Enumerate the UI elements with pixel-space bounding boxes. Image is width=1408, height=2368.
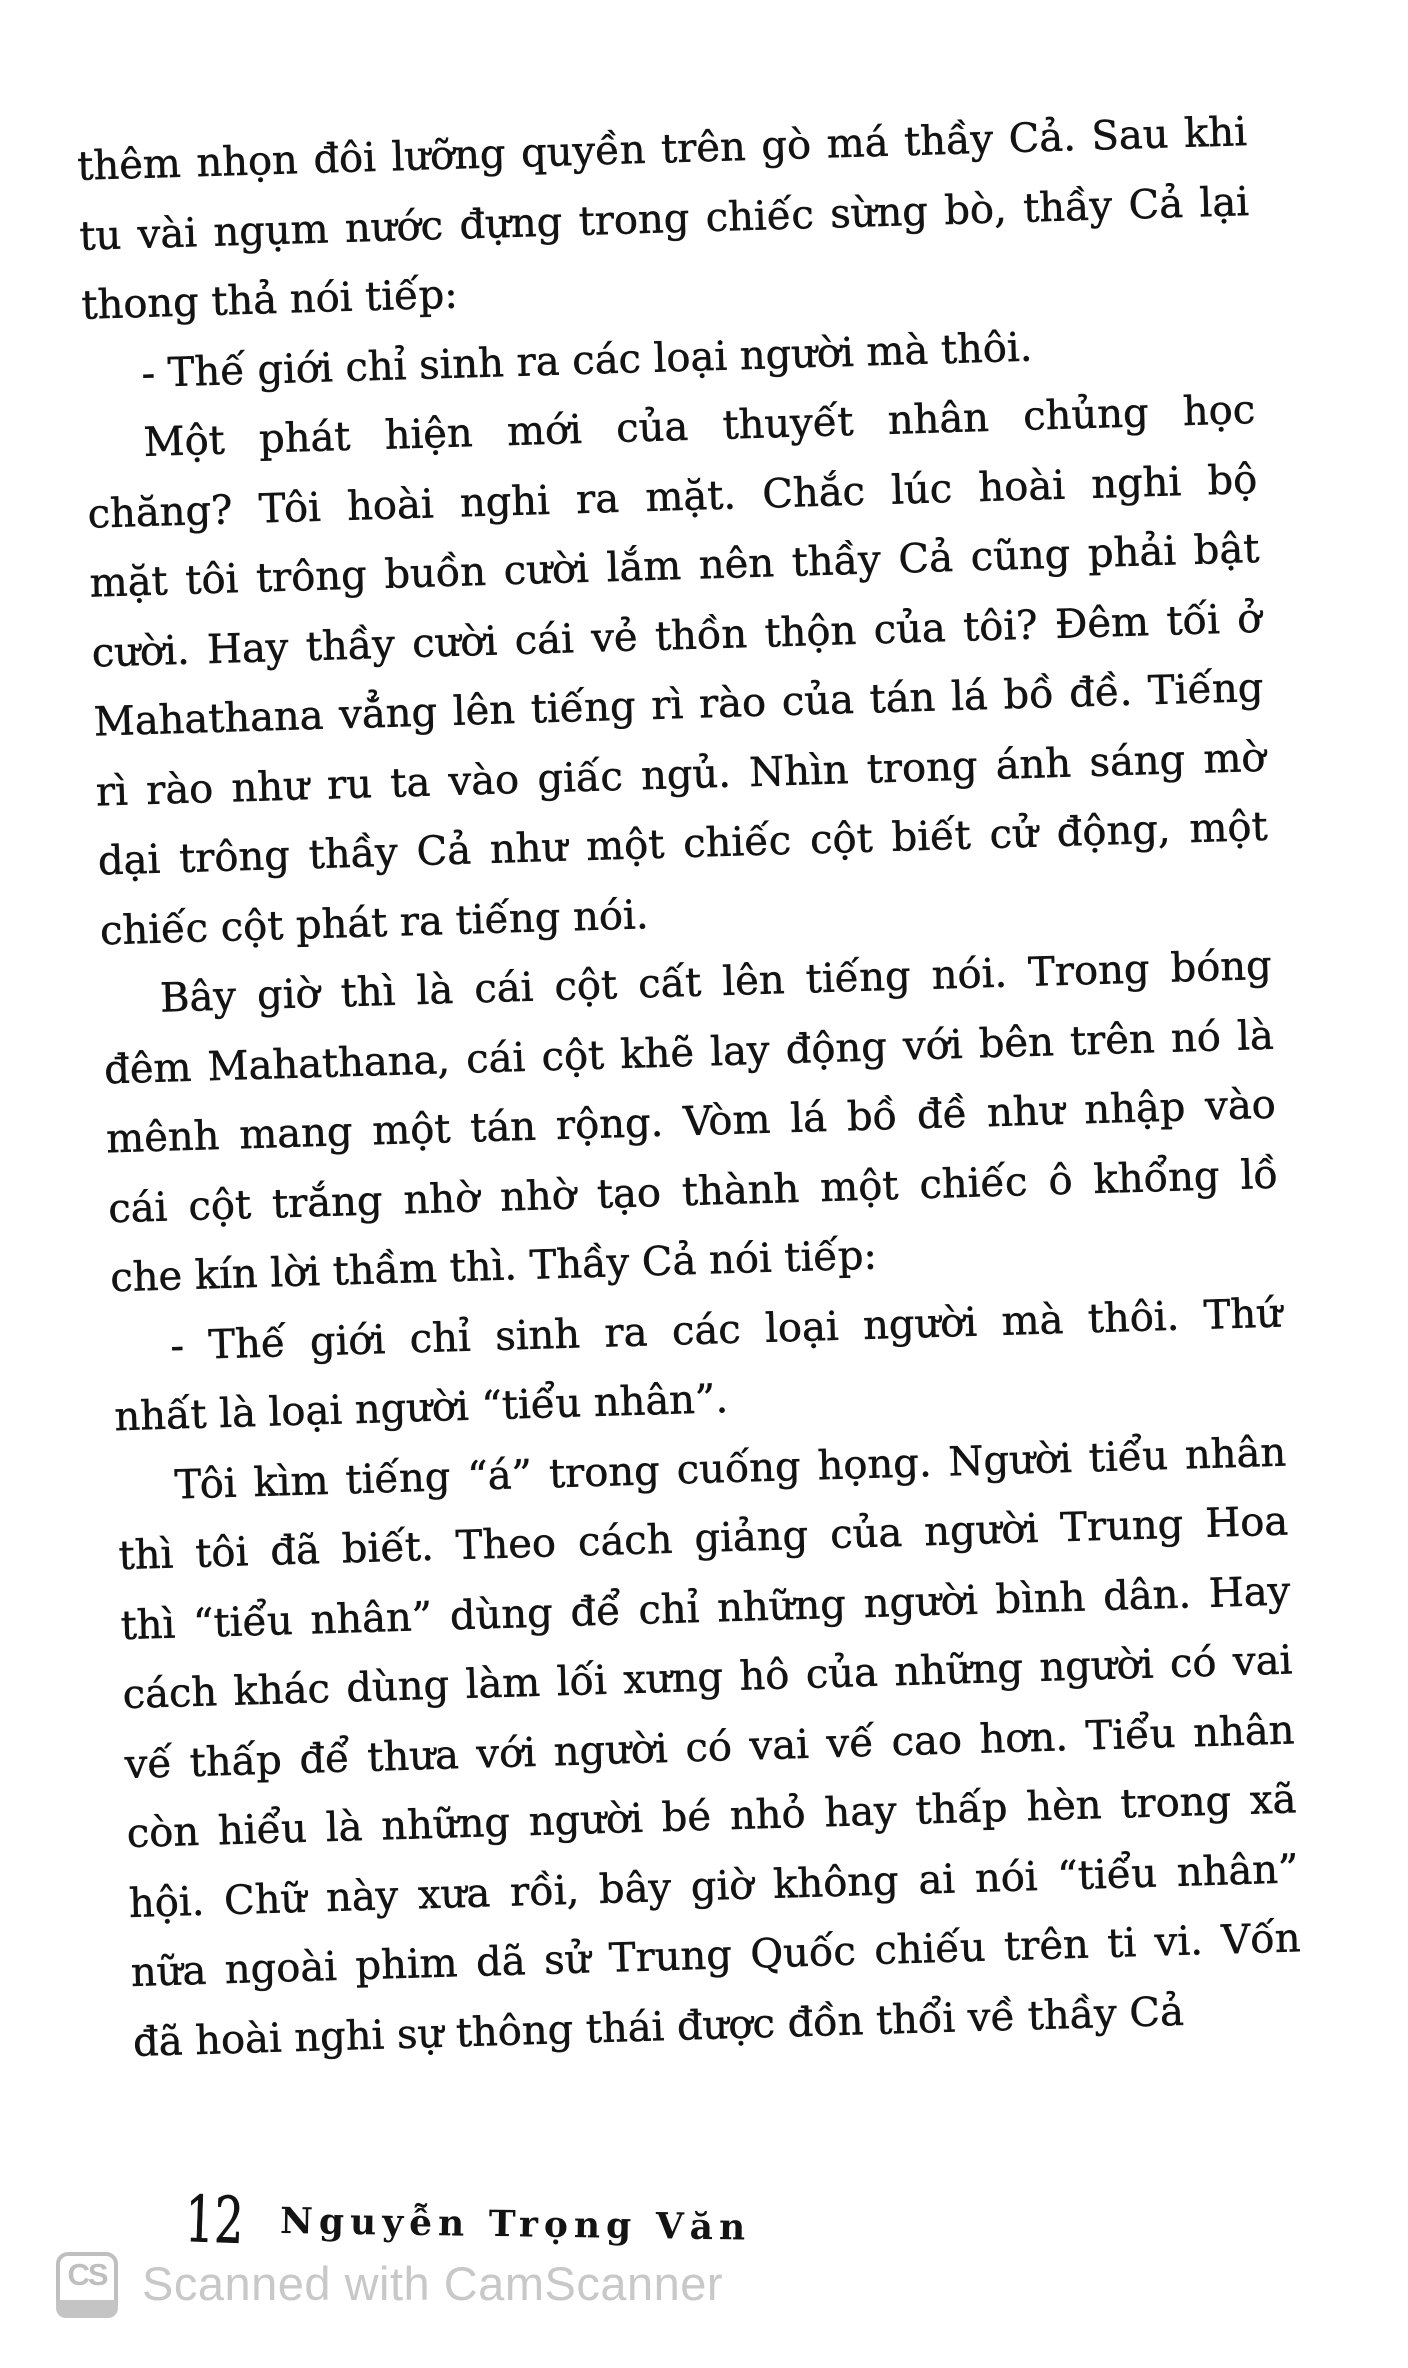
- author-name: Nguyễn Trọng Văn: [279, 2200, 752, 2249]
- text-line: vế thấp để thưa với người có vai vế cao hơn. Tiểu nhân: [124, 1706, 1295, 1788]
- text-line: mặt tôi trông buồn cười lắm nên thầy Cả cũng phải bật: [89, 525, 1260, 607]
- text-line: thì tôi đã biết. Theo cách giảng của người Trung Hoa: [117, 1498, 1289, 1580]
- text-line: Bây giờ thì là cái cột cất lên tiếng nói. Trong bóng: [159, 942, 1273, 1022]
- text-line: nhất là loại người “tiểu nhân”.: [113, 1376, 729, 1441]
- text-line: đã hoài nghi sự thông thái được đồn thổi về thầy Cả: [132, 1988, 1185, 2066]
- camscanner-logo-base: [56, 2300, 118, 2318]
- text-line: hội. Chữ này xưa rồi, bây giờ không ai nói “tiểu nhân”: [128, 1845, 1300, 1927]
- text-line: cách khác dùng làm lối xưng hô của những người có vai: [122, 1637, 1293, 1719]
- text-line: tu vài ngụm nước đựng trong chiếc sừng bò, thầy Cả lại: [78, 178, 1250, 260]
- text-line: còn hiểu là những người bé nhỏ hay thấp hèn trong xã: [126, 1776, 1298, 1858]
- text-line: Tôi kìm tiếng “á” trong cuống họng. Người tiểu nhân: [173, 1428, 1287, 1508]
- camscanner-logo-icon: [56, 2252, 118, 2314]
- text-line: Một phát hiện mới của thuyết nhân chủng học: [142, 386, 1256, 466]
- text-line: Mahathana vẳng lên tiếng rì rào của tán lá bồ đề. Tiếng: [93, 664, 1265, 746]
- text-line: mênh mang một tán rộng. Vòm lá bồ đề như nhập vào: [105, 1081, 1277, 1163]
- text-line: - Thế giới chỉ sinh ra các loại người mà thôi. Thứ: [169, 1290, 1283, 1370]
- text-line: thêm nhọn đôi lưỡng quyền trên gò má thầy Cả. Sau khi: [76, 109, 1248, 190]
- text-line: dại trông thầy Cả như một chiếc cột biết cử động, một: [97, 803, 1269, 885]
- text-line: cười. Hay thầy cười cái vẻ thồn thộn của tôi? Đêm tối ở: [91, 595, 1263, 677]
- text-line: chăng? Tôi hoài nghi ra mặt. Chắc lúc hoài nghi bộ: [87, 456, 1258, 538]
- text-line: thong thả nói tiếp:: [80, 271, 459, 329]
- text-line: cái cột trắng nhờ nhờ tạo thành một chiếc ô khổng lồ: [107, 1151, 1279, 1232]
- page-number: 12: [183, 2183, 246, 2260]
- page-body-text: [76, 98, 1303, 2078]
- text-line: - Thế giới chỉ sinh ra các loại người mà thôi.: [140, 324, 1033, 397]
- text-line: chiếc cột phát ra tiếng nói.: [99, 891, 650, 954]
- text-line: che kín lời thầm thì. Thầy Cả nói tiếp:: [109, 1232, 878, 1302]
- camscanner-logo-letters: CS: [67, 2257, 107, 2292]
- text-line: rì rào như ru ta vào giấc ngủ. Nhìn trong ánh sáng mờ: [95, 734, 1267, 815]
- text-line: nữa ngoài phim dã sử Trung Quốc chiếu trên ti vi. Vốn: [130, 1915, 1302, 1996]
- text-line: đêm Mahathana, cái cột khẽ lay động với bên trên nó là: [103, 1012, 1275, 1093]
- camscanner-watermark: [56, 2252, 723, 2314]
- watermark-label: Scanned with CamScanner: [142, 2256, 724, 2310]
- text-line: thì “tiểu nhân” dùng để chỉ những người bình dân. Hay: [120, 1567, 1291, 1649]
